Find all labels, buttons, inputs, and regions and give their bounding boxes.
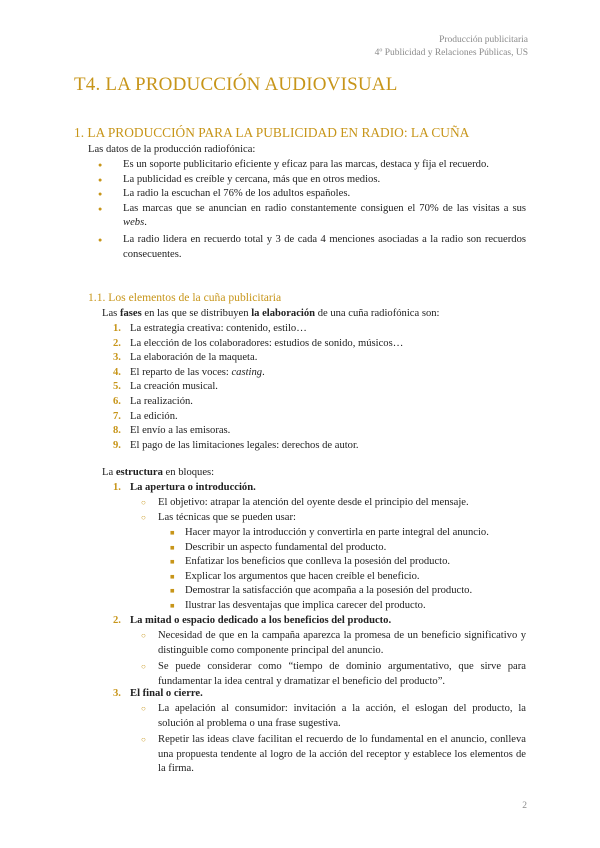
list-item: ■ Demostrar la satisfacción que acompaña a la posesión del producto. xyxy=(170,584,526,599)
radio-data-list xyxy=(98,158,526,262)
techniques-list xyxy=(170,526,526,614)
list-item: ■ Hacer mayor la introducción y convertirla en parte integral del anuncio. xyxy=(170,526,526,541)
list-item: ○ Repetir las ideas clave facilitan el recuerdo de lo fundamental en el anuncio, conlleva una propuesta tendente al logro de la acción del receptor y establece los elementos de la firma. xyxy=(141,733,526,777)
structure-block-2 xyxy=(113,614,526,629)
section-1-intro: Las datos de la producción radiofónica: xyxy=(88,144,256,155)
list-item: 4. El reparto de las voces: casting. xyxy=(113,366,265,378)
block-title: 2. La mitad o espacio dedicado a los beneficios del producto. xyxy=(113,615,392,626)
list-item: 5. La creación musical. xyxy=(113,381,218,393)
header-course: Producción publicitaria xyxy=(439,35,528,45)
block-3-items xyxy=(141,702,526,777)
section-heading-1-1: 1.1. Los elementos de la cuña publicitaria xyxy=(88,291,282,304)
list-item: 2. La elección de los colaboradores: estudios de sonido, músicos… xyxy=(113,337,404,349)
structure-block-3 xyxy=(113,687,526,702)
document-title: T4. LA PRODUCCIÓN AUDIOVISUAL xyxy=(74,74,398,95)
page-header xyxy=(375,34,528,60)
list-item: 3. La elaboración de la maqueta. xyxy=(113,352,258,364)
phases-list xyxy=(113,322,526,453)
header-degree: 4º Publicidad y Relaciones Públicas, US xyxy=(374,48,528,58)
list-item: ○ La apelación al consumidor: invitación a la acción, el eslogan del producto, la solución al problema o una frase sugestiva. xyxy=(141,702,526,731)
section-heading-1: 1. LA PRODUCCIÓN PARA LA PUBLICIDAD EN RADIO: LA CUÑA xyxy=(74,125,470,140)
list-item: ○ Necesidad de que en la campaña aparezca la promesa de un beneficio significativo y distinguible como componente principal del anuncio. xyxy=(141,629,526,658)
list-item: ● Las marcas que se anuncian en radio constantemente consiguen el 70% de las visitas a sus webs. xyxy=(98,202,526,231)
list-item: ● La publicidad es creíble y cercana, más que en otros medios. xyxy=(98,173,526,188)
list-item: ● La radio lidera en recuerdo total y 3 de cada 4 menciones asociadas a la radio son recuerdos consecuentes. xyxy=(98,233,526,262)
block-title: 1. La apertura o introducción. xyxy=(113,482,256,493)
structure-block-1 xyxy=(113,481,526,496)
list-item: 8. El envío a las emisoras. xyxy=(113,425,231,437)
structure-intro: La estructura en bloques: xyxy=(102,467,215,478)
block-2-items xyxy=(141,629,526,689)
list-item: ■ Explicar los argumentos que hacen creíble el beneficio. xyxy=(170,570,526,585)
list-item: ■ Enfatizar los beneficios que conlleva la posesión del producto. xyxy=(170,555,526,570)
block-title: 3. El final o cierre. xyxy=(113,688,203,699)
list-item: ■ Describir un aspecto fundamental del producto. xyxy=(170,541,526,556)
list-item: ■ Ilustrar las desventajas que implica carecer del producto. xyxy=(170,599,526,614)
block-1-items xyxy=(141,496,526,525)
list-item: 6. La realización. xyxy=(113,395,193,407)
list-item: 9. El pago de las limitaciones legales: derechos de autor. xyxy=(113,439,359,451)
list-item: 7. La edición. xyxy=(113,410,178,422)
list-item: ○ El objetivo: atrapar la atención del oyente desde el principio del mensaje. xyxy=(141,496,526,511)
list-item: ○ Las técnicas que se pueden usar: xyxy=(141,511,526,526)
list-item: ○ Se puede considerar como “tiempo de dominio argumentativo, que sirve para fundamentar la idea central y dramatizar el beneficio del producto”. xyxy=(141,660,526,689)
list-item: ● La radio la escuchan el 76% de los adultos españoles. xyxy=(98,187,526,202)
phases-intro: Las fases en las que se distribuyen la elaboración de una cuña radiofónica son: xyxy=(102,308,440,319)
list-item: ● Es un soporte publicitario eficiente y eficaz para las marcas, destaca y fija el recuerdo. xyxy=(98,158,526,173)
page-number: 2 xyxy=(522,801,527,811)
list-item: 1. La estrategia creativa: contenido, estilo… xyxy=(113,323,307,334)
